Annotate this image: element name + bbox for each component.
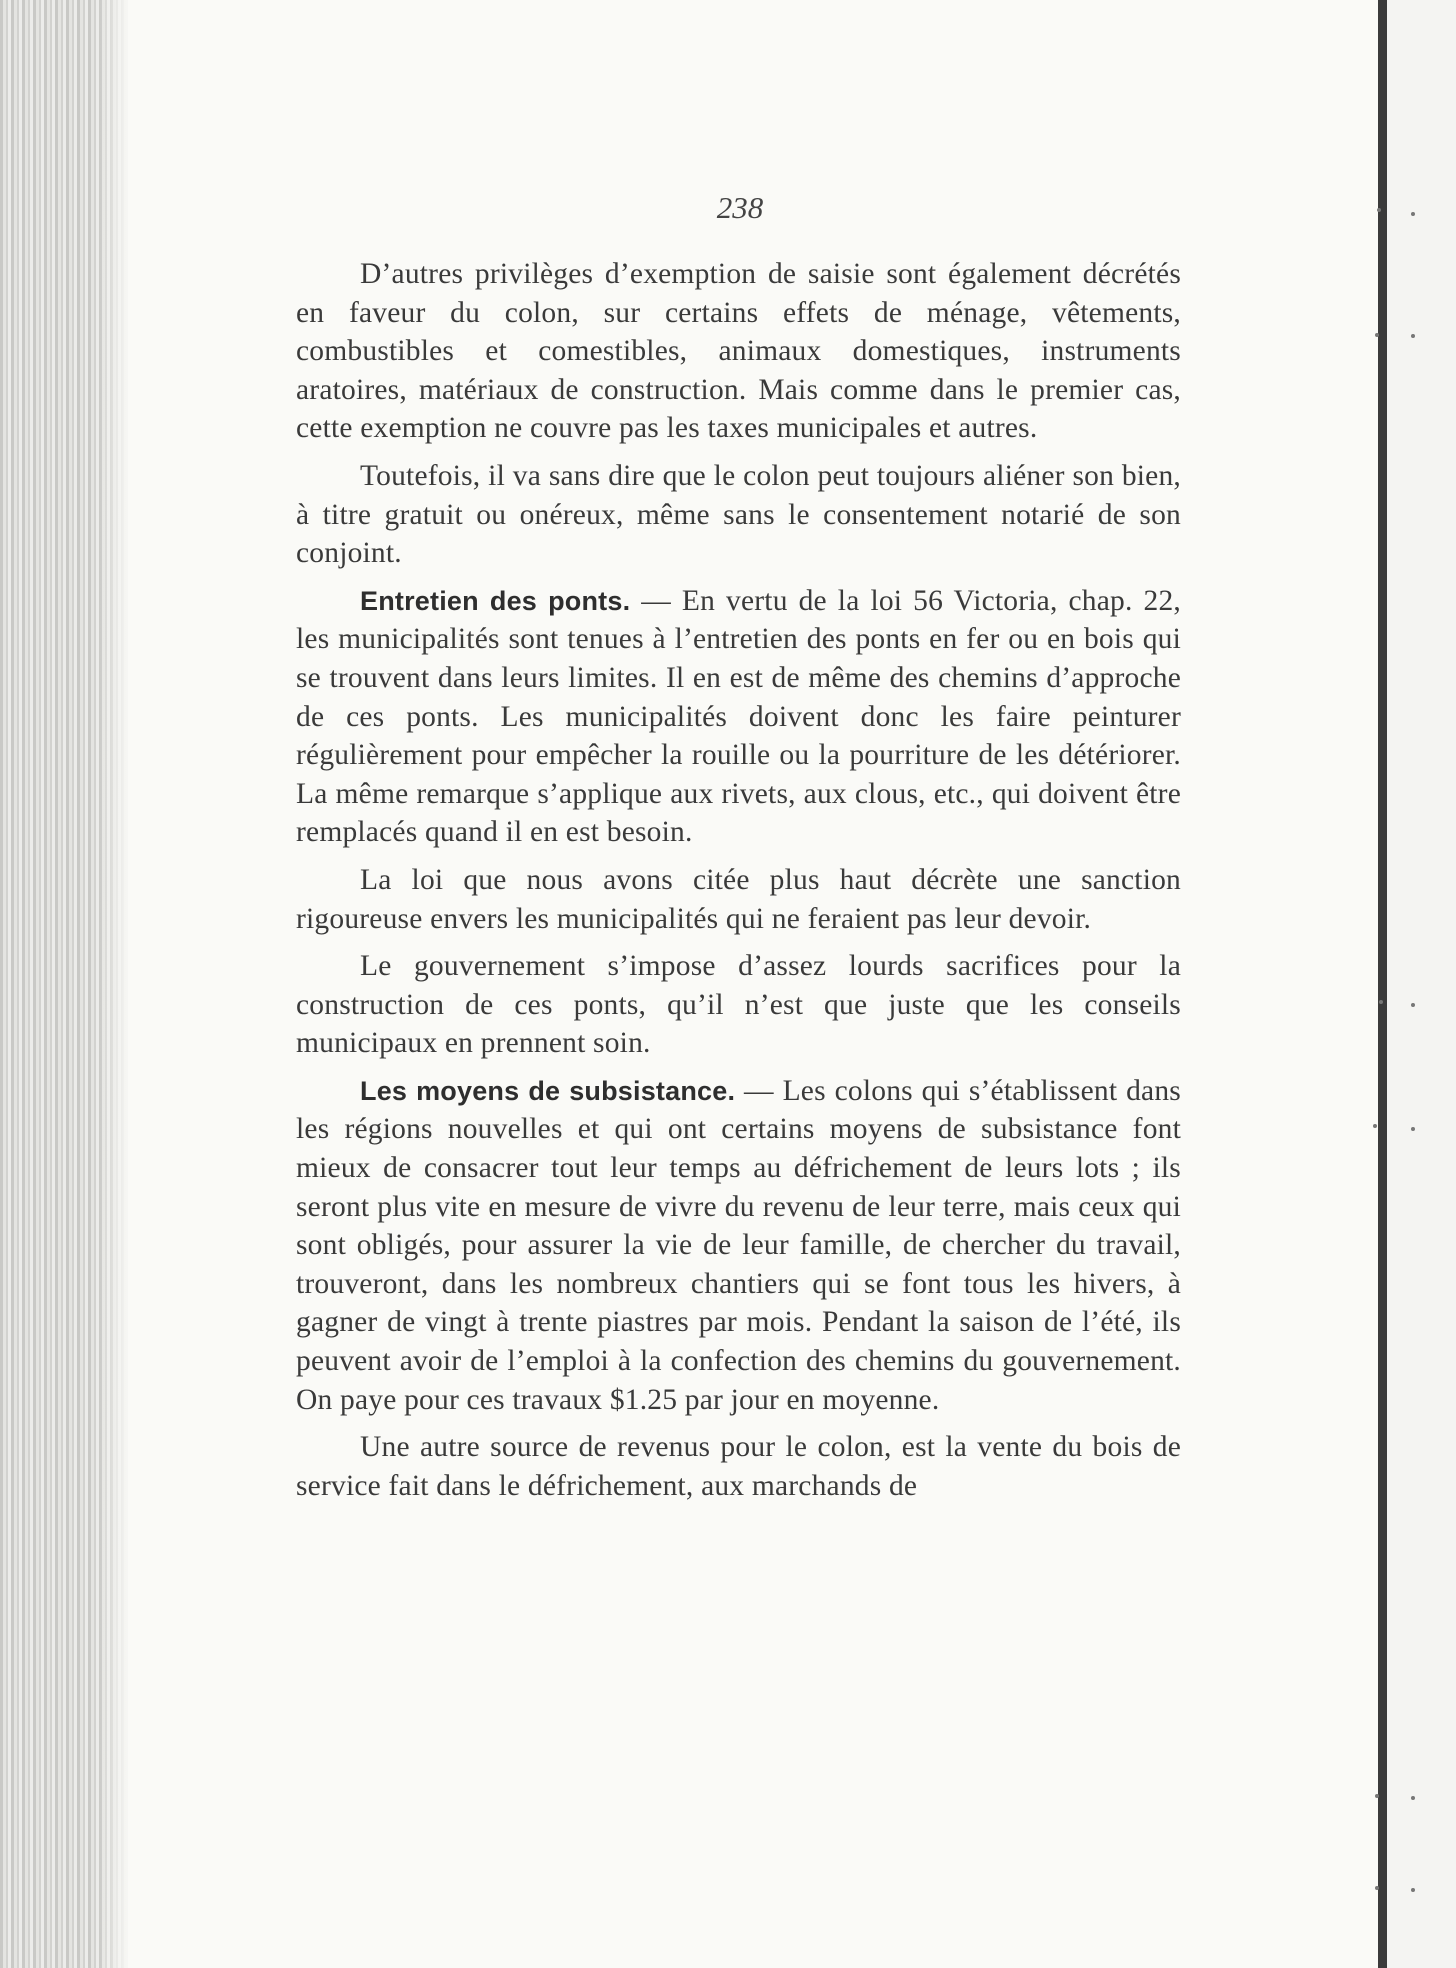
page-number: 238: [716, 190, 764, 225]
paragraph-text: — En vertu de la loi 56 Victoria, chap. 22, les municipalités sont tenues à l’entretien des ponts en fer ou en bois qui se trouvent dans leurs limites. Il en est de même des chemins d’approche de ces ponts. Les municipalités doivent donc les faire peinturer régulièrement pour empêcher la rouille ou la pourriture de les détériorer. La même remarque s’applique aux rivets, aux clous, etc., qui doivent être remplacés quand il en est besoin.: [296, 584, 1181, 849]
speck: [1411, 212, 1415, 216]
binding-strip: [1378, 0, 1387, 1968]
section-heading: Entretien des ponts.: [360, 585, 631, 616]
speck: [1375, 1886, 1379, 1890]
speck: [1411, 1127, 1415, 1131]
paragraph: [296, 582, 1181, 852]
speck: [1375, 1794, 1379, 1798]
page-stack-edge: [0, 0, 128, 1968]
speck: [1411, 1888, 1415, 1892]
paragraph-text: D’autres privilèges d’exemption de saisie sont également décrétés en faveur du colon, sur certains effets de ménage, vêtements, combustibles et comestibles, animaux domestiques, instruments aratoires, matériaux de construction. Mais comme dans le premier cas, cette exemption ne couvre pas les taxes municipales et autres.: [296, 258, 1181, 445]
facing-page-edge: [1387, 0, 1456, 1968]
paragraph-text: Toutefois, il va sans dire que le colon peut toujours aliéner son bien, à titre gratuit ou onéreux, même sans le consentement notarié de son conjoint.: [296, 459, 1181, 570]
speck: [1411, 334, 1415, 338]
speck: [1375, 333, 1379, 337]
paragraph-text: Le gouvernement s’impose d’assez lourds sacrifices pour la construction de ces ponts, qu’il n’est que juste que les conseils municipaux en prennent soin.: [296, 950, 1181, 1060]
paragraph-text: — Les colons qui s’établissent dans les régions nouvelles et qui ont certains moyens de subsistance font mieux de consacrer tout leur temps au défrichement de leurs lots ; ils seront plus vite en mesure de vivre du revenu de leur terre, mais ceux qui sont obligés, pour assurer la vie de leur famille, de chercher du travail, trouveront, dans les nombreux chantiers qui se font tous les hivers, à gagner de vingt à trente piastres par mois. Pendant la saison de l’été, ils peuvent avoir de l’emploi à la confection des chemins du gouvernement. On paye pour ces travaux $1.25 par jour en moyenne.: [296, 1074, 1181, 1416]
paragraph-text: Une autre source de revenus pour le colon, est la vente du bois de service fait dans le défrichement, aux marchands de: [296, 1431, 1181, 1502]
paragraph: [296, 1072, 1181, 1419]
paragraph: [296, 947, 1181, 1063]
speck: [1379, 1000, 1383, 1004]
paragraph: [296, 1428, 1181, 1505]
paragraph: [296, 457, 1181, 573]
speck: [1411, 1003, 1415, 1007]
speck: [1373, 1124, 1377, 1128]
speck: [1411, 1796, 1415, 1800]
paragraph: [296, 255, 1181, 448]
speck: [1377, 208, 1381, 212]
paragraph: [296, 861, 1181, 938]
paragraph-text: La loi que nous avons citée plus haut décrète une sanction rigoureuse envers les municipalités qui ne feraient pas leur devoir.: [296, 863, 1181, 935]
body-text: [296, 255, 1181, 1514]
section-heading: Les moyens de subsistance.: [360, 1075, 736, 1106]
